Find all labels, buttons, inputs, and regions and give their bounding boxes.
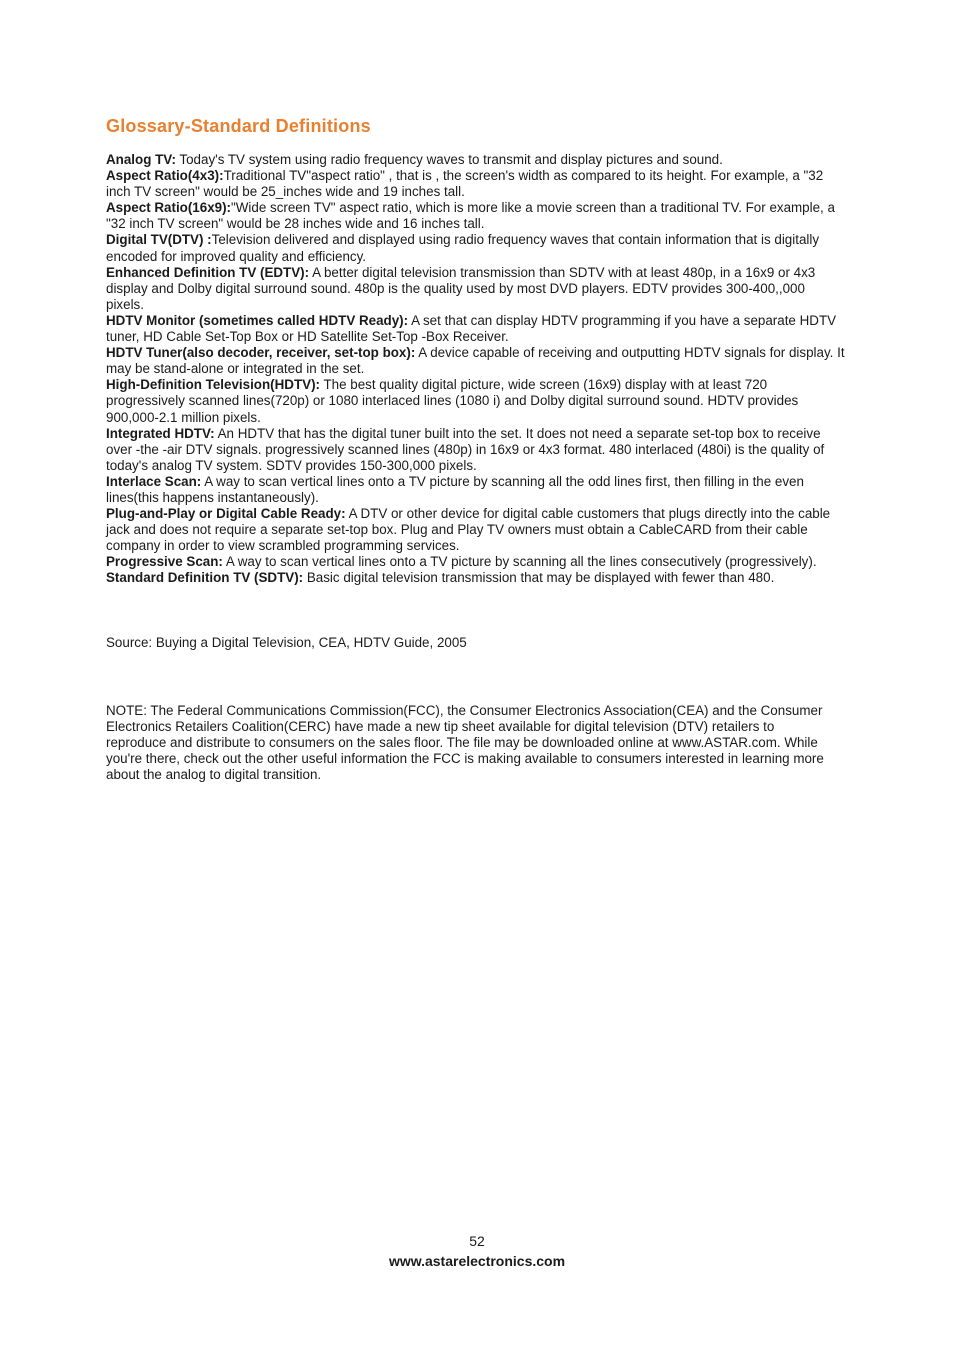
glossary-term: Integrated HDTV: bbox=[106, 425, 215, 441]
glossary-term: Interlace Scan: bbox=[106, 473, 202, 489]
glossary-term: Standard Definition TV (SDTV): bbox=[106, 570, 304, 586]
glossary-term: Enhanced Definition TV (EDTV): bbox=[106, 264, 310, 280]
glossary-term: Aspect Ratio(16x9): bbox=[106, 200, 232, 216]
glossary-entry-hdtv-tuner bbox=[106, 345, 846, 377]
glossary-definition: A set that can display HDTV programming if you have a separate HDTV tuner, HD Cable Set-Top Box or HD Satellite Set-Top -Box Receiver. bbox=[106, 312, 837, 345]
glossary-entry-hdtv bbox=[106, 377, 846, 425]
glossary-entry-plug-and-play bbox=[106, 506, 846, 554]
glossary-definition: Traditional TV"aspect ratio" , that is , the screen's width as compared to its height. For example, a "32 inch TV screen" would be 25_inches wide and 19 inches tall. bbox=[106, 168, 824, 200]
glossary-entry-aspect-ratio-16x9 bbox=[106, 200, 846, 232]
glossary-definition: Today's TV system using radio frequency waves to transmit and display pictures and sound. bbox=[175, 152, 723, 167]
glossary-list bbox=[106, 152, 846, 587]
glossary-term: Progressive Scan: bbox=[106, 554, 223, 570]
glossary-entry-hdtv-monitor bbox=[106, 313, 846, 345]
glossary-term: HDTV Tuner(also decoder, receiver, set-top box): bbox=[106, 345, 416, 361]
glossary-term: Aspect Ratio(4x3): bbox=[106, 168, 224, 184]
glossary-definition: An HDTV that has the digital tuner built into the set. It does not need a separate set-top box to receive over -the -air DTV signals. progressively scanned lines (480p) in 16x9 or 4x3 format. 480 interlaced (480i) is the quality of today's analog TV system. SDTV provides 150-300,000 pixels. bbox=[106, 425, 825, 473]
glossary-entry-integrated-hdtv bbox=[106, 426, 846, 474]
glossary-definition: A better digital television transmission than SDTV with at least 480p, in a 16x9 or 4x3 display and Dolby digital surround sound. 480p is the quality used by most DVD players. EDTV provides 300-400,,000 pixels. bbox=[106, 264, 816, 312]
glossary-entry-interlace-scan bbox=[106, 474, 846, 506]
glossary-definition: A DTV or other device for digital cable customers that plugs directly into the cable jack and does not require a separate set-top box. Plug and Play TV owners must obtain a CableCARD from their cable company in order to view scrambled programming services. bbox=[106, 506, 831, 554]
glossary-definition: "Wide screen TV" aspect ratio, which is more like a movie screen than a traditional TV. For example, a "32 inch TV screen" would be 28 inches wide and 16 inches tall. bbox=[106, 200, 835, 232]
source-citation: Source: Buying a Digital Television, CEA, HDTV Guide, 2005 bbox=[106, 635, 467, 650]
glossary-entry-analog-tv bbox=[106, 152, 846, 168]
glossary-entry-digital-tv bbox=[106, 232, 846, 264]
glossary-entry-progressive-scan bbox=[106, 554, 846, 570]
glossary-definition: The best quality digital picture, wide screen (16x9) display with at least 720 progressively scanned lines(720p) or 1080 interlaced lines (1080 i) and Dolby digital surround sound. HDTV provides 900,000-2.1 million pixels. bbox=[106, 377, 799, 425]
page-number: 52 bbox=[469, 1233, 485, 1249]
glossary-definition: Basic digital television transmission that may be displayed with fewer than 480. bbox=[303, 570, 775, 586]
page-title: Glossary-Standard Definitions bbox=[106, 116, 371, 136]
glossary-entry-aspect-ratio-4x3 bbox=[106, 168, 846, 200]
glossary-definition: A way to scan vertical lines onto a TV picture by scanning all the lines consecutively (progressively). bbox=[222, 554, 817, 570]
glossary-definition: A way to scan vertical lines onto a TV picture by scanning all the odd lines first, then filling in the even lines(this happens instantaneously). bbox=[106, 473, 804, 505]
glossary-term: HDTV Monitor (sometimes called HDTV Ready): bbox=[106, 312, 409, 328]
glossary-definition: Television delivered and displayed using radio frequency waves that contain information that is digitally encoded for improved quality and efficiency. bbox=[106, 232, 820, 264]
footer-url: www.astarelectronics.com bbox=[388, 1253, 566, 1269]
glossary-entry-edtv bbox=[106, 265, 846, 313]
glossary-term: Analog TV: bbox=[106, 152, 176, 167]
note-paragraph: NOTE: The Federal Communications Commission(FCC), the Consumer Electronics Association(CEA) and the Consumer Electronics Retailers Coalition(CERC) have made a new tip sheet available for digital television (DTV) retailers to reproduce and distribute to consumers on the sales floor. The file may be downloaded online at www.ASTAR.com. While you're there, check out the other useful information the FCC is making available to consumers interested in learning more about the analog to digital transition. bbox=[106, 703, 824, 783]
glossary-term: Plug-and-Play or Digital Cable Ready: bbox=[106, 506, 346, 522]
glossary-definition: A device capable of receiving and outputting HDTV signals for display. It may be stand-alone or integrated in the set. bbox=[106, 345, 845, 377]
glossary-term: High-Definition Television(HDTV): bbox=[106, 377, 320, 393]
glossary-term: Digital TV(DTV) : bbox=[106, 232, 212, 248]
glossary-entry-sdtv bbox=[106, 570, 846, 586]
